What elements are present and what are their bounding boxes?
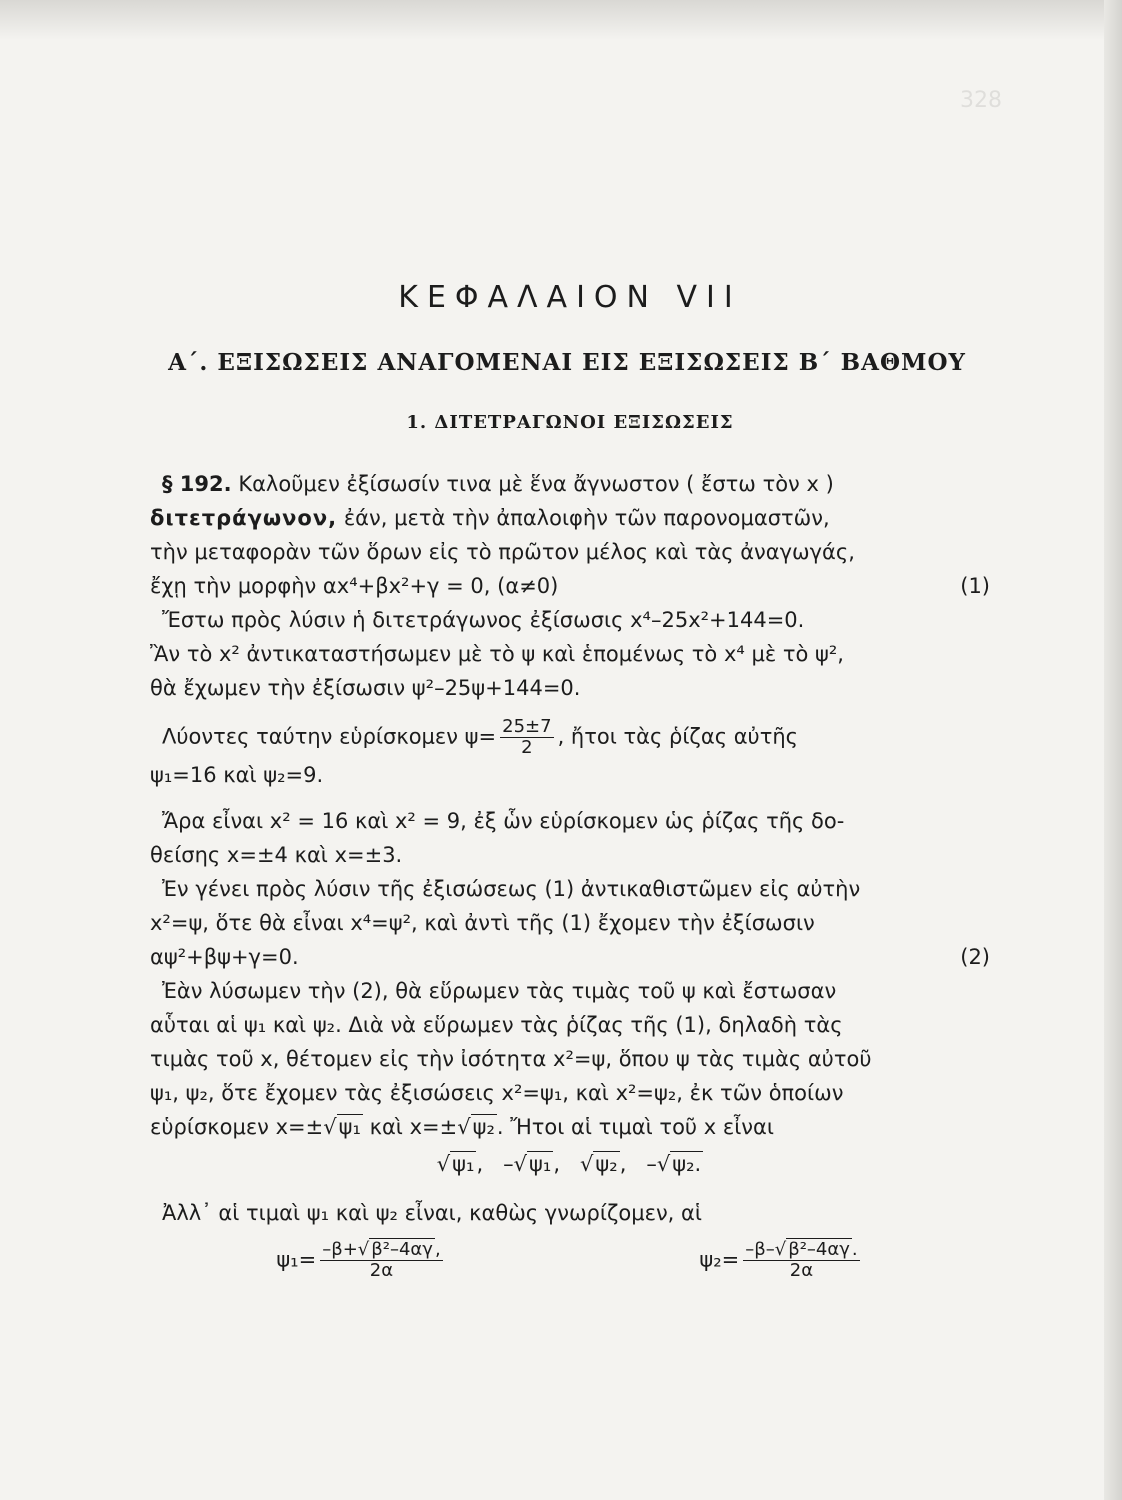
paragraph-192	[150, 467, 990, 603]
equation-line: αψ²+βψ+γ=0.	[150, 945, 299, 969]
formula-psi2: ψ₂= $\frac{\text{–β–√ β²–4αγ .}}{2\alpha}$	[699, 1239, 858, 1281]
chapter-title: ΚΕΦΑΛΑΙΟΝ VII	[398, 280, 742, 315]
book-page	[150, 280, 990, 1281]
formula-psi1: ψ₁= $\frac{\text{–β+√ β²–4αγ ,}}{2\alpha}$	[276, 1239, 441, 1281]
text-line: Ἔστω πρὸς λύσιν ἡ διτετράγωνος ἐξίσωσις x⁴–25x²+144=0.	[162, 608, 805, 632]
paragraph-solve: Ἐὰν λύσωμεν τὴν (2), θὰ εὕρωμεν τὰς τιμὰς τοῦ ψ καὶ ἔστωσαν αὗται αἱ ψ₁ καὶ ψ₂. Διὰ νὰ εὕρωμεν τὰς ῥίζας τῆς (1), δηλαδὴ τὰς τιμὰς τοῦ x, θέτομεν εἰς τὴν ἰσότητα x²=ψ, ὅπου ψ τὰς τιμὰς αὐτοῦ ψ₁, ψ₂, ὅτε ἔχομεν τὰς ἐξισώσεις x²=ψ₁, καὶ x²=ψ₂, ἐκ τῶν ὁποίων εὑρίσκομεν x=±√ψ₁ καὶ x=±√ψ₂. Ἤτοι αἱ τιμαὶ τοῦ x εἶναι √ψ₁, –√ψ₁, √ψ₂, –√ψ₂.	[150, 974, 990, 1184]
paragraph-solution	[150, 717, 990, 792]
subsection-title: 1. ΔΙΤΕΤΡΑΓΩΝΟΙ ΕΞΙΣΩΣΕΙΣ	[406, 412, 734, 433]
text-line: θείσης x=±4 καὶ x=±3.	[150, 843, 403, 867]
equation-number: (2)	[960, 945, 990, 969]
fraction: $\frac{25\pm 7}{2}$	[502, 716, 552, 758]
text-line: τιμὰς τοῦ x, θέτομεν εἰς τὴν ἰσότητα x²=ψ, ὅπου ψ τὰς τιμὰς αὐτοῦ	[150, 1047, 872, 1071]
equation-number: (1)	[960, 574, 990, 598]
paragraph-quadratic-roots	[150, 1196, 990, 1281]
text-line: Καλοῦμεν ἐξίσωσίν τινα μὲ ἕνα ἄγνωστον ( ἔστω τὸν x )	[238, 472, 834, 496]
roots-line: √ψ₁, –√ψ₁, √ψ₂, –√ψ₂.	[436, 1152, 702, 1176]
scan-shadow	[0, 0, 1122, 40]
text-line: Ἄρα εἶναι x² = 16 καὶ x² = 9, ἐξ ὧν εὑρίσκομεν ὡς ῥίζας τῆς δο-	[162, 809, 845, 833]
text-line: Ἀλλ᾽ αἱ τιμαὶ ψ₁ καὶ ψ₂ εἶναι, καθὼς γνωρίζομεν, αἱ	[162, 1201, 702, 1225]
text-line: , ἤτοι τὰς ῥίζας αὐτῆς	[557, 724, 798, 749]
text-line: ἐάν, μετὰ τὴν ἀπαλοιφὴν τῶν παρονομαστῶν,	[343, 506, 830, 530]
text-line: τὴν μεταφορὰν τῶν ὅρων εἰς τὸ πρῶτον μέλος καὶ τὰς ἀναγωγάς,	[150, 540, 855, 564]
paragraph-roots	[150, 804, 990, 872]
text-line: ψ₁, ψ₂, ὅτε ἔχομεν τὰς ἐξισώσεις x²=ψ₁, καὶ x²=ψ₂, ἐκ τῶν ὁποίων	[150, 1081, 844, 1105]
paragraph-example	[150, 603, 990, 705]
paragraph-general	[150, 872, 990, 974]
section-title: Α΄. ΕΞΙΣΩΣΕΙΣ ΑΝΑΓΟΜΕΝΑΙ ΕΙΣ ΕΞΙΣΩΣΕΙΣ Β΄ ΒΑΘΜΟΥ	[168, 349, 966, 376]
text-line: αὗται αἱ ψ₁ καὶ ψ₂. Διὰ νὰ εὕρωμεν τὰς ῥίζας τῆς (1), δηλαδὴ τὰς	[150, 1013, 843, 1037]
page-edge	[1104, 0, 1122, 1500]
term-bold: διτετράγωνον,	[150, 506, 338, 530]
text-line: Ἂν τὸ x² ἀντικαταστήσωμεν μὲ τὸ ψ καὶ ἑπομένως τὸ x⁴ μὲ τὸ ψ²,	[150, 642, 844, 666]
text-line: ψ₁=16 καὶ ψ₂=9.	[150, 763, 324, 787]
radical: ψ₁	[338, 1115, 361, 1139]
text-line: θὰ ἔχωμεν τὴν ἐξίσωσιν ψ²–25ψ+144=0.	[150, 676, 581, 700]
equation-line: ἔχῃ τὴν μορφὴν αx⁴+βx²+γ = 0, (α≠0)	[150, 574, 559, 598]
root-formulas	[150, 1240, 990, 1281]
bleed-through-page-number: 328	[960, 88, 1002, 113]
text-line: Λύοντες ταύτην εὑρίσκομεν ψ=	[162, 724, 497, 749]
text-line: Ἐὰν λύσωμεν τὴν (2), θὰ εὕρωμεν τὰς τιμὰς τοῦ ψ καὶ ἔστωσαν	[162, 979, 837, 1003]
text-line: Ἐν γένει πρὸς λύσιν τῆς ἐξισώσεως (1) ἀντικαθιστῶμεν εἰς αὐτὴν	[162, 877, 861, 901]
paragraph-number: § 192.	[162, 472, 232, 496]
text-line: x²=ψ, ὅτε θὰ εἶναι x⁴=ψ², καὶ ἀντὶ τῆς (1) ἔχομεν τὴν ἐξίσωσιν	[150, 911, 815, 935]
radical: ψ₂	[472, 1115, 495, 1139]
